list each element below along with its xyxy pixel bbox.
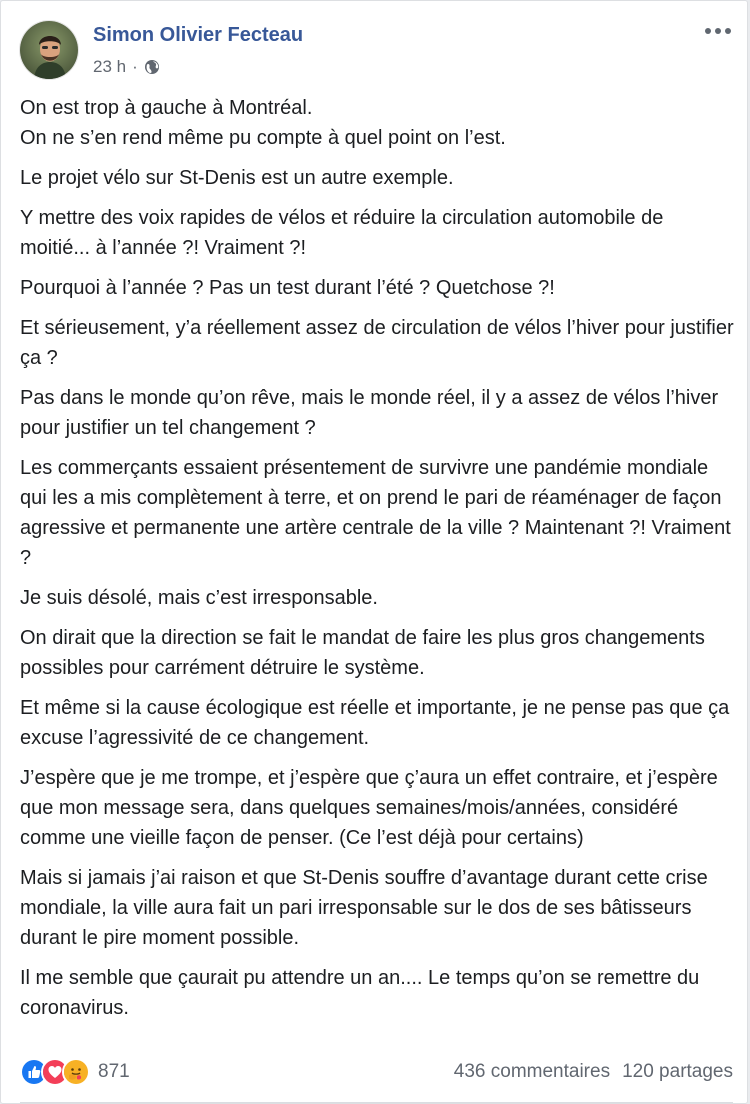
post-paragraph: Mais si jamais j’ai raison et que St-Denis souffre d’avantage durant cette crise mondiale, la ville aura fait un pari irresponsable sur le dos de ses bâtisseurs durant le pire moment possible. — [20, 867, 708, 949]
reaction-icons — [20, 1058, 90, 1086]
comments-count-link[interactable]: 436 commentaires — [453, 1061, 611, 1082]
post-footer — [20, 1055, 733, 1089]
post-body — [20, 93, 735, 1033]
avatar-image — [20, 21, 79, 80]
post-paragraph: Il me semble que çaurait pu attendre un an.... Le temps qu’on se remettre du coronavirus. — [20, 967, 700, 1019]
shares-count-link[interactable]: 120 partages — [622, 1061, 733, 1082]
post-paragraph: Le projet vélo sur St-Denis est un autre exemple. — [20, 167, 454, 189]
post-paragraph: Pourquoi à l’année ? Pas un test durant l’été ? Quetchose ?! — [20, 277, 555, 299]
reactions-summary[interactable] — [20, 1058, 130, 1086]
post-paragraph: On est trop à gauche à Montréal. On ne s’en rend même pu compte à quel point on l’est. — [20, 97, 506, 149]
post-header — [1, 1, 747, 93]
post-timestamp[interactable]: 23 h — [93, 57, 127, 76]
care-icon — [62, 1058, 90, 1086]
engagement-counts — [454, 1061, 733, 1083]
post-paragraph: Pas dans le monde qu’on rêve, mais le monde réel, il y a assez de vélos l’hiver pour justifier un tel changement ? — [20, 387, 719, 439]
author-name[interactable]: Simon Olivier Fecteau — [93, 24, 304, 46]
post-paragraph: Les commerçants essaient présentement de survivre une pandémie mondiale qui les a mis complètement à terre, et on prend le pari de réaménager de façon agressive et permanente une artère centrale de la ville ? Maintenant ?! Vraiment ? — [20, 457, 731, 569]
meta-separator: · — [132, 57, 138, 76]
avatar[interactable] — [19, 20, 79, 80]
post-paragraph: Et sérieusement, y’a réellement assez de circulation de vélos l’hiver pour justifier ça ? — [20, 317, 734, 369]
post-paragraph: Et même si la cause écologique est réelle et importante, je ne pense pas que ça excuse l’agressivité de ce changement. — [20, 697, 730, 749]
reaction-count: 871 — [98, 1061, 130, 1082]
post-meta — [93, 57, 160, 77]
globe-icon[interactable] — [144, 59, 160, 75]
more-options-icon[interactable] — [703, 19, 733, 43]
post-paragraph: Y mettre des voix rapides de vélos et réduire la circulation automobile de moitié... à l’année ?! Vraiment ?! — [20, 207, 664, 259]
footer-divider — [20, 1102, 733, 1103]
post-paragraph: On dirait que la direction se fait le mandat de faire les plus gros changements possibles pour carrément détruire le système. — [20, 627, 705, 679]
post-paragraph: Je suis désolé, mais c’est irresponsable. — [20, 587, 378, 609]
post-paragraph: J’espère que je me trompe, et j’espère que ç’aura un effet contraire, et j’espère que mon message sera, dans quelques semaines/mois/années, considéré comme une vieille façon de penser. (Ce l’est déjà pour certains) — [20, 767, 718, 849]
